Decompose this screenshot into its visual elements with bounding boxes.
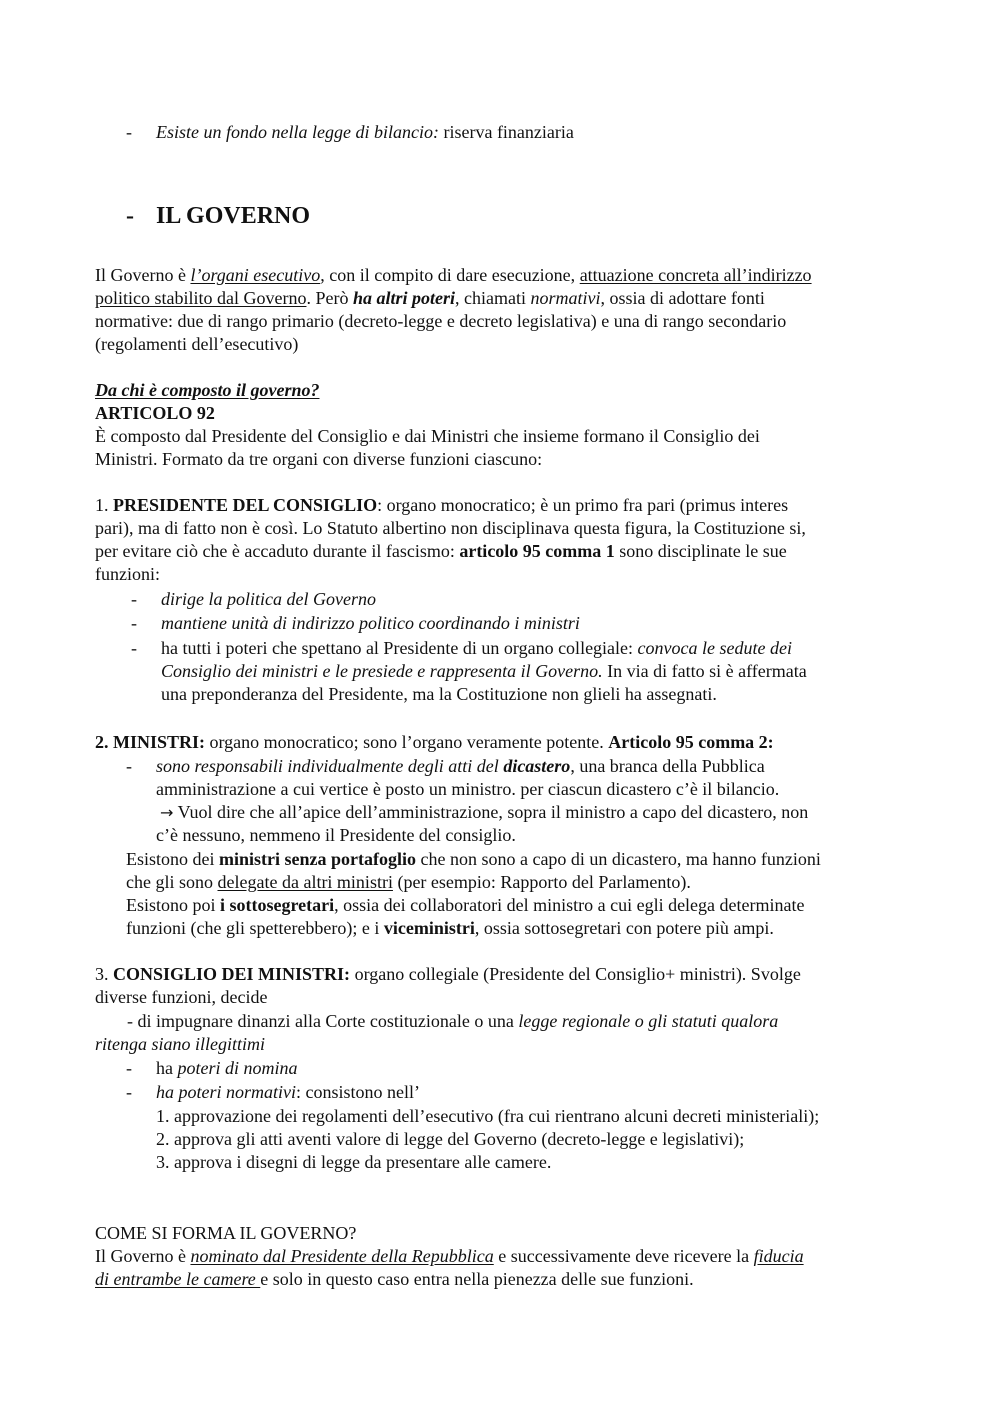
presidente-line-4: funzioni: [95,564,160,584]
bullet-riserva [156,121,574,144]
presidente-bullet-3-line-2 [161,660,807,683]
presidente-line-1 [95,494,788,517]
composition-line-2: Ministri. Formato da tre organi con diverse funzioni ciascuno: [95,449,543,469]
text: , una branca della Pubblica [570,756,765,776]
text-emphasis: poteri di nomina [177,1058,298,1078]
text-emphasis: ha altri poteri [352,288,455,308]
ministri-bullet-line-1 [156,755,765,778]
text-bold: ministri senza portafoglio [219,849,416,869]
ministri-bullet-line-2: amministrazione a cui vertice è posto un ministro. per ciascun dicastero c’è il bilancio. [156,779,780,799]
text-underlined: attuazione concreta all’indirizzo [579,265,812,285]
text-emphasis: fiducia [753,1246,804,1266]
text: per evitare ciò che è accaduto durante il fascismo: [95,541,460,561]
text-emphasis: mantiene unità di indirizzo politico coordinando i ministri [161,613,580,633]
presidente-bullet-3-line-1 [161,637,792,660]
bullet-dash: - [126,1082,132,1102]
text-bold: articolo 95 comma 1 [459,541,615,561]
text: (per esempio: Rapporto del Parlamento). [392,872,691,892]
bullet-label: Esiste un fondo nella legge di bilancio: [156,122,439,142]
consiglio-line-1 [95,963,801,986]
text-emphasis: ha poteri normativi [156,1082,296,1102]
text: Il Governo è [95,265,191,285]
bullet-dash: - [126,1058,132,1078]
text: funzioni (che gli spetterebbero); e i [126,918,384,938]
composition-question: Da chi è composto il governo? [95,380,320,400]
arrow-right-icon: → [160,803,174,822]
bullet-dash: - [126,122,132,142]
text-emphasis: dirige la politica del Governo [161,589,376,609]
bullet-dash: - [126,756,132,776]
section-title: CONSIGLIO DEI MINISTRI: [113,964,351,984]
ministri-bullet-line-3 [160,801,808,824]
text-emphasis: convoca le sedute dei [637,638,792,658]
section-title: 2. MINISTRI: [95,732,206,752]
text-emphasis: Consiglio dei ministri e le presiede e rappresenta il Governo. [161,661,603,681]
text: Il Governo è [95,1246,191,1266]
presidente-line-2: pari), ma di fatto non è così. Lo Statuto albertino non disciplinava questa figura, la Costituzione si, [95,518,806,538]
consiglio-bullet-2 [156,1057,298,1080]
text: e solo in questo caso entra nella pienezza delle sue funzioni. [260,1269,694,1289]
presidente-bullet-1 [161,588,376,611]
text: ha [156,1058,178,1078]
section-title: PRESIDENTE DEL CONSIGLIO [113,495,378,515]
composition-line-1: È composto dal Presidente del Consiglio e dai Ministri che insieme formano il Consiglio dei [95,426,760,446]
text: ha tutti i poteri che spettano al Presidente di un organo collegiale: [161,638,638,658]
text-emphasis: l’organi esecutivo [190,265,321,285]
text-bold: i sottosegretari [220,895,335,915]
text: , chiamati [454,288,531,308]
text-underlined: delegate da altri ministri [217,872,393,892]
text-emphasis: dicastero [503,756,571,776]
ministri-para-1-line-2 [126,871,691,894]
text-emphasis: legge regionale o gli statuti qualora [518,1011,779,1031]
formazione-question: COME SI FORMA IL GOVERNO? [95,1223,357,1243]
text-emphasis: di entrambe le camere [95,1269,261,1289]
article-92-heading: ARTICOLO 92 [95,403,215,423]
text: e successivamente deve ricevere la [493,1246,754,1266]
consiglio-numbered-1: 1. approvazione dei regolamenti dell’esecutivo (fra cui rientrano alcuni decreti ministeriali); [156,1106,820,1126]
ministri-para-2-line-1 [126,894,805,917]
consiglio-numbered-3: 3. approva i disegni di legge da presentare alle camere. [156,1152,552,1172]
text: , con il compito di dare esecuzione, [320,265,580,285]
page-heading: IL GOVERNO [156,203,311,229]
heading-dash: - [126,203,134,229]
text: che gli sono [126,872,218,892]
text: che non sono a capo di un dicastero, ma hanno funzioni [415,849,821,869]
consiglio-bullet-3 [156,1081,420,1104]
text: organo monocratico; sono l’organo veramente potente. [205,732,609,752]
text-emphasis: nominato dal Presidente della Repubblica [190,1246,494,1266]
ministri-para-2-line-2 [126,917,774,940]
bullet-dash: - [131,589,137,609]
consiglio-numbered-2: 2. approva gli atti aventi valore di legge del Governo (decreto-legge e legislativi); [156,1129,745,1149]
text: . Però [306,288,353,308]
text-bold: Articolo 95 comma 2: [608,732,774,752]
bullet-dash: - [131,613,137,633]
ministri-bullet-line-4: c’è nessuno, nemmeno il Presidente del consiglio. [156,825,516,845]
text: , ossia di adottare fonti [600,288,765,308]
consiglio-bullet-1-line-2 [95,1033,265,1056]
consiglio-line-2: diverse funzioni, decide [95,987,268,1007]
presidente-line-3 [95,540,787,563]
presidente-bullet-2 [161,612,580,635]
bullet-dash: - [131,638,137,658]
text: , ossia dei collaboratori del ministro a cui egli delega determinate [334,895,805,915]
text: sono disciplinate le sue [614,541,787,561]
intro-line-2 [95,287,765,310]
text-emphasis: sono responsabili individualmente degli atti del [156,756,504,776]
intro-line-4: (regolamenti dell’esecutivo) [95,334,299,354]
text-emphasis: normativi [530,288,601,308]
text-emphasis: ritenga siano illegittimi [95,1034,265,1054]
text: : organo monocratico; è un primo fra pari (primus interes [377,495,789,515]
text: , ossia sottosegretari con potere più ampi. [474,918,774,938]
bullet-value: riserva finanziaria [438,122,574,142]
intro-line-3: normative: due di rango primario (decreto-legge e decreto legislativa) e una di rango secondario [95,311,787,331]
consiglio-bullet-1-line-1 [127,1010,778,1033]
text: Esistono dei [126,849,219,869]
text: 1. [95,495,113,515]
text: organo collegiale (Presidente del Consiglio+ ministri). Svolge [350,964,801,984]
text: In via di fatto si è affermata [602,661,807,681]
text: Vuol dire che all’apice dell’amministrazione, sopra il ministro a capo del dicastero, non [173,802,809,822]
ministri-line-1 [95,731,774,754]
presidente-bullet-3-line-3: una preponderanza del Presidente, ma la Costituzione non glieli ha assegnati. [161,684,717,704]
text-bold: viceministri [383,918,475,938]
ministri-para-1-line-1 [126,848,821,871]
text: - di impugnare dinanzi alla Corte costituzionale o una [127,1011,519,1031]
text-underlined: politico stabilito dal Governo [95,288,307,308]
formazione-line-2 [95,1268,694,1291]
text: : consistono nell’ [296,1082,420,1102]
intro-line-1 [95,264,812,287]
formazione-line-1 [95,1245,804,1268]
text: Esistono poi [126,895,221,915]
text: 3. [95,964,113,984]
